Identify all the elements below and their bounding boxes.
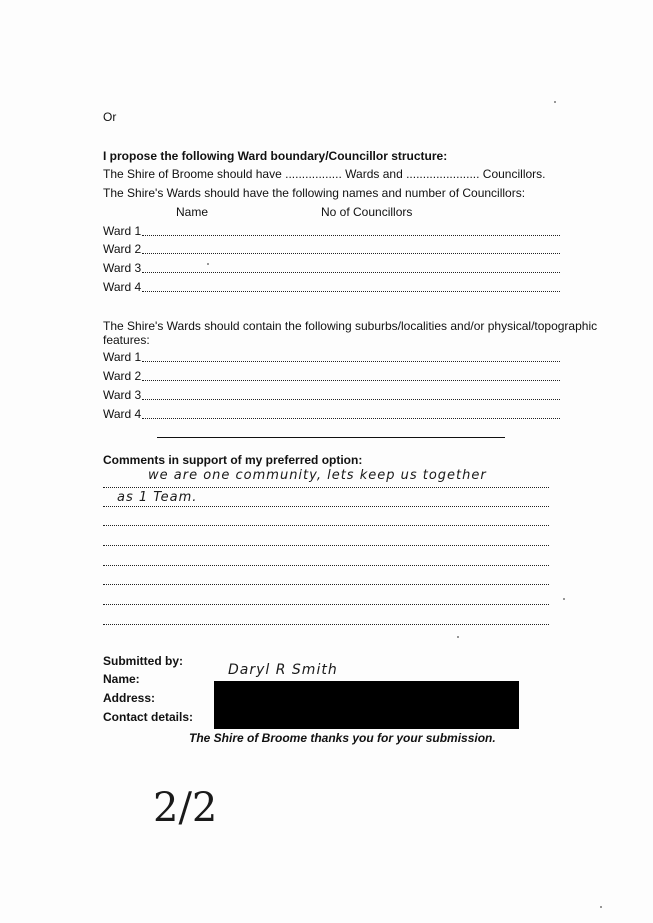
scan-speck bbox=[554, 101, 556, 103]
handwritten-comment-line1: we are one community, lets keep us together bbox=[148, 468, 487, 483]
column-name-header: Name bbox=[176, 205, 209, 219]
column-councillors-header: No of Councillors bbox=[321, 205, 413, 219]
comments-heading: Comments in support of my preferred option: bbox=[103, 453, 363, 467]
ward-suburb-row bbox=[103, 350, 560, 364]
structure-prefix: The Shire of Broome should have bbox=[103, 167, 282, 181]
ward-entry-line bbox=[142, 417, 560, 419]
ward-entry-line bbox=[142, 398, 560, 400]
proposal-heading: I propose the following Ward boundary/Councillor structure: bbox=[103, 149, 448, 163]
comment-line bbox=[103, 584, 549, 585]
suburbs-intro-line1: The Shire's Wards should contain the following suburbs/localities and/or physical/topographic bbox=[103, 319, 598, 333]
ward-entry-line bbox=[142, 271, 560, 273]
scan-speck bbox=[207, 263, 209, 265]
ward-name-row bbox=[103, 242, 560, 256]
submitted-by-heading: Submitted by: bbox=[103, 654, 183, 668]
section-divider bbox=[157, 437, 505, 438]
ward-suburb-row bbox=[103, 369, 560, 383]
ward-name-row bbox=[103, 280, 560, 294]
ward-label: Ward 1 bbox=[103, 350, 142, 364]
ward-name-row bbox=[103, 224, 560, 238]
ward-label: Ward 4 bbox=[103, 280, 142, 294]
names-intro: The Shire's Wards should have the following names and number of Councillors: bbox=[103, 186, 526, 200]
redaction-block bbox=[214, 681, 519, 729]
handwritten-comment-line2: as 1 Team. bbox=[117, 490, 198, 505]
ward-entry-line bbox=[142, 290, 560, 292]
page-number-mark: 2/2 bbox=[153, 785, 218, 831]
ward-label: Ward 2 bbox=[103, 242, 142, 256]
scan-speck bbox=[600, 906, 602, 908]
ward-name-row bbox=[103, 261, 560, 275]
ward-label: Ward 4 bbox=[103, 407, 142, 421]
name-label: Name: bbox=[103, 672, 140, 686]
handwritten-name: Daryl R Smith bbox=[228, 662, 338, 678]
councillors-count-blank: ...................... bbox=[406, 167, 480, 181]
comment-line bbox=[103, 565, 549, 566]
ward-entry-line bbox=[142, 360, 560, 362]
scan-speck bbox=[563, 598, 565, 600]
ward-label: Ward 1 bbox=[103, 224, 142, 238]
comment-line bbox=[103, 525, 549, 526]
ward-entry-line bbox=[142, 252, 560, 254]
structure-middle: Wards and bbox=[345, 167, 403, 181]
structure-suffix: Councillors. bbox=[482, 167, 546, 181]
wards-count-blank: ................. bbox=[285, 167, 342, 181]
ward-label: Ward 3 bbox=[103, 261, 142, 275]
ward-suburb-row bbox=[103, 407, 560, 421]
address-label: Address: bbox=[103, 691, 156, 705]
ward-suburb-row bbox=[103, 388, 560, 402]
contact-details-label: Contact details: bbox=[103, 710, 194, 724]
scan-speck bbox=[457, 636, 459, 638]
thanks-message: The Shire of Broome thanks you for your submission. bbox=[189, 731, 496, 745]
ward-entry-line bbox=[142, 379, 560, 381]
or-label: Or bbox=[103, 110, 117, 124]
ward-label: Ward 2 bbox=[103, 369, 142, 383]
comment-line bbox=[103, 506, 549, 507]
comment-line bbox=[103, 487, 549, 488]
comment-line bbox=[103, 624, 549, 625]
ward-entry-line bbox=[142, 234, 560, 236]
ward-label: Ward 3 bbox=[103, 388, 142, 402]
comment-line bbox=[103, 604, 549, 605]
structure-line bbox=[103, 167, 546, 181]
comment-line bbox=[103, 545, 549, 546]
suburbs-intro-line2: features: bbox=[103, 333, 150, 347]
